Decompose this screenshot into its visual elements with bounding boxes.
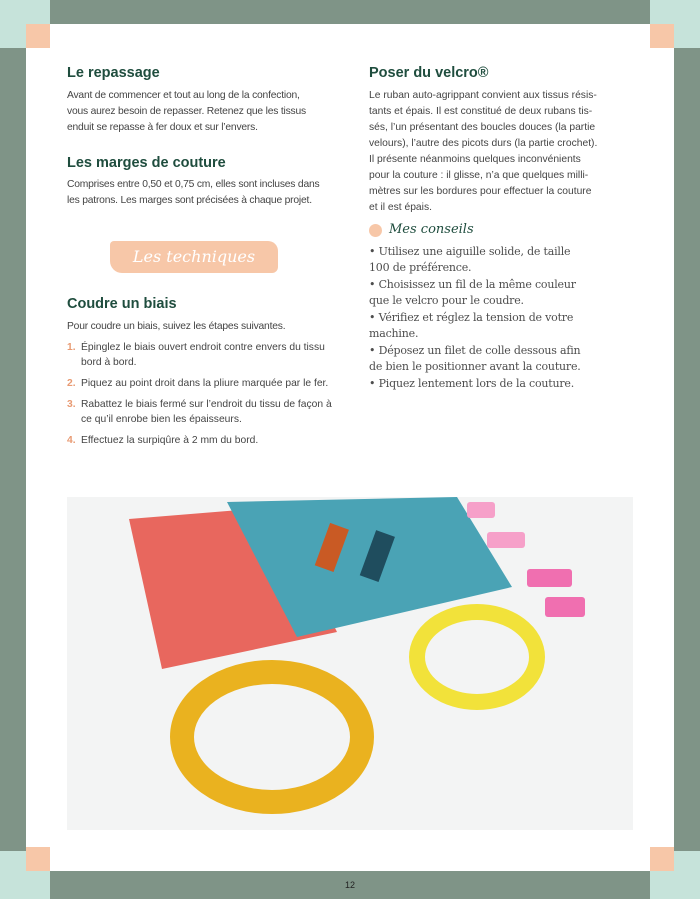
text-line: les patrons. Les marges sont précisées à chaque projet. — [67, 195, 312, 206]
tip-item: • Choisissez un fil de la même couleur que le velcro pour le coudre. — [369, 278, 576, 307]
corner-square — [26, 24, 50, 48]
corner-square — [26, 847, 50, 871]
step-item — [67, 340, 335, 370]
text-line: pour la couture : il glisse, n’a que quelques milli- — [369, 170, 589, 181]
biais-intro: Pour coudre un biais, suivez les étapes suivantes. — [67, 321, 286, 332]
text-line: mètres sur les bordures pour effectuer la couture — [369, 186, 592, 197]
text-line: velours), l’autre des picots durs (la partie crochet). — [369, 138, 598, 149]
step-number: 2. — [67, 378, 76, 389]
corner-square — [650, 847, 674, 871]
text-line: et il est épais. — [369, 202, 432, 213]
text-line: enduit se repasse à fer doux et sur l’envers. — [67, 122, 258, 133]
heading-velcro: Poser du velcro® — [369, 65, 489, 81]
text-line: vous aurez besoin de repasser. Retenez que les tissus — [67, 106, 306, 117]
marges-text — [67, 177, 319, 209]
step-item — [67, 433, 335, 448]
sewing-supplies-photo — [67, 497, 633, 830]
step-text: Rabattez le biais fermé sur l’endroit du tissu de façon à ce qu’il enrobe bien les épaisseurs. — [81, 399, 332, 425]
step-text: Effectuez la surpiqûre à 2 mm du bord. — [81, 435, 259, 446]
text-line: Avant de commencer et tout au long de la confection, — [67, 90, 300, 101]
tip-item: • Utilisez une aiguille solide, de taille 100 de préférence. — [369, 245, 571, 274]
step-number: 3. — [67, 399, 76, 410]
text-line: Comprises entre 0,50 et 0,75 cm, elles sont incluses dans — [67, 179, 320, 190]
conseils-title: Mes conseils — [389, 222, 474, 237]
tip-item: • Piquez lentement lors de la couture. — [369, 377, 575, 390]
corner-square — [650, 24, 674, 48]
text-line: tants et épais. Il est constitué de deux rubans tis- — [369, 106, 593, 117]
step-text: Épinglez le biais ouvert endroit contre envers du tissu bord à bord. — [81, 342, 325, 368]
biais-steps — [67, 340, 335, 454]
heading-biais: Coudre un biais — [67, 296, 177, 312]
techniques-banner: Les techniques — [110, 241, 278, 273]
step-number: 4. — [67, 435, 76, 446]
text-line: sés, l’un présentant des boucles douces (la partie — [369, 122, 596, 133]
step-number: 1. — [67, 342, 76, 353]
tip-item: • Déposez un filet de colle dessous afin de bien le positionner avant la couture. — [369, 344, 581, 373]
text-line: Il présente néanmoins quelques inconvénients — [369, 154, 581, 165]
repassage-text — [67, 88, 306, 136]
step-item — [67, 397, 335, 427]
heading-marges: Les marges de couture — [67, 155, 226, 171]
step-item — [67, 376, 335, 391]
text-line: Le ruban auto-agrippant convient aux tissus résis- — [369, 90, 597, 101]
heading-repassage: Le repassage — [67, 65, 160, 81]
flower-dot-icon — [369, 224, 382, 237]
tip-item: • Vérifiez et réglez la tension de votre machine. — [369, 311, 574, 340]
page-number: 12 — [344, 880, 355, 890]
conseils-list — [369, 244, 594, 394]
velcro-text — [369, 88, 597, 216]
step-text: Piquez au point droit dans la pliure marquée par le fer. — [81, 378, 329, 389]
